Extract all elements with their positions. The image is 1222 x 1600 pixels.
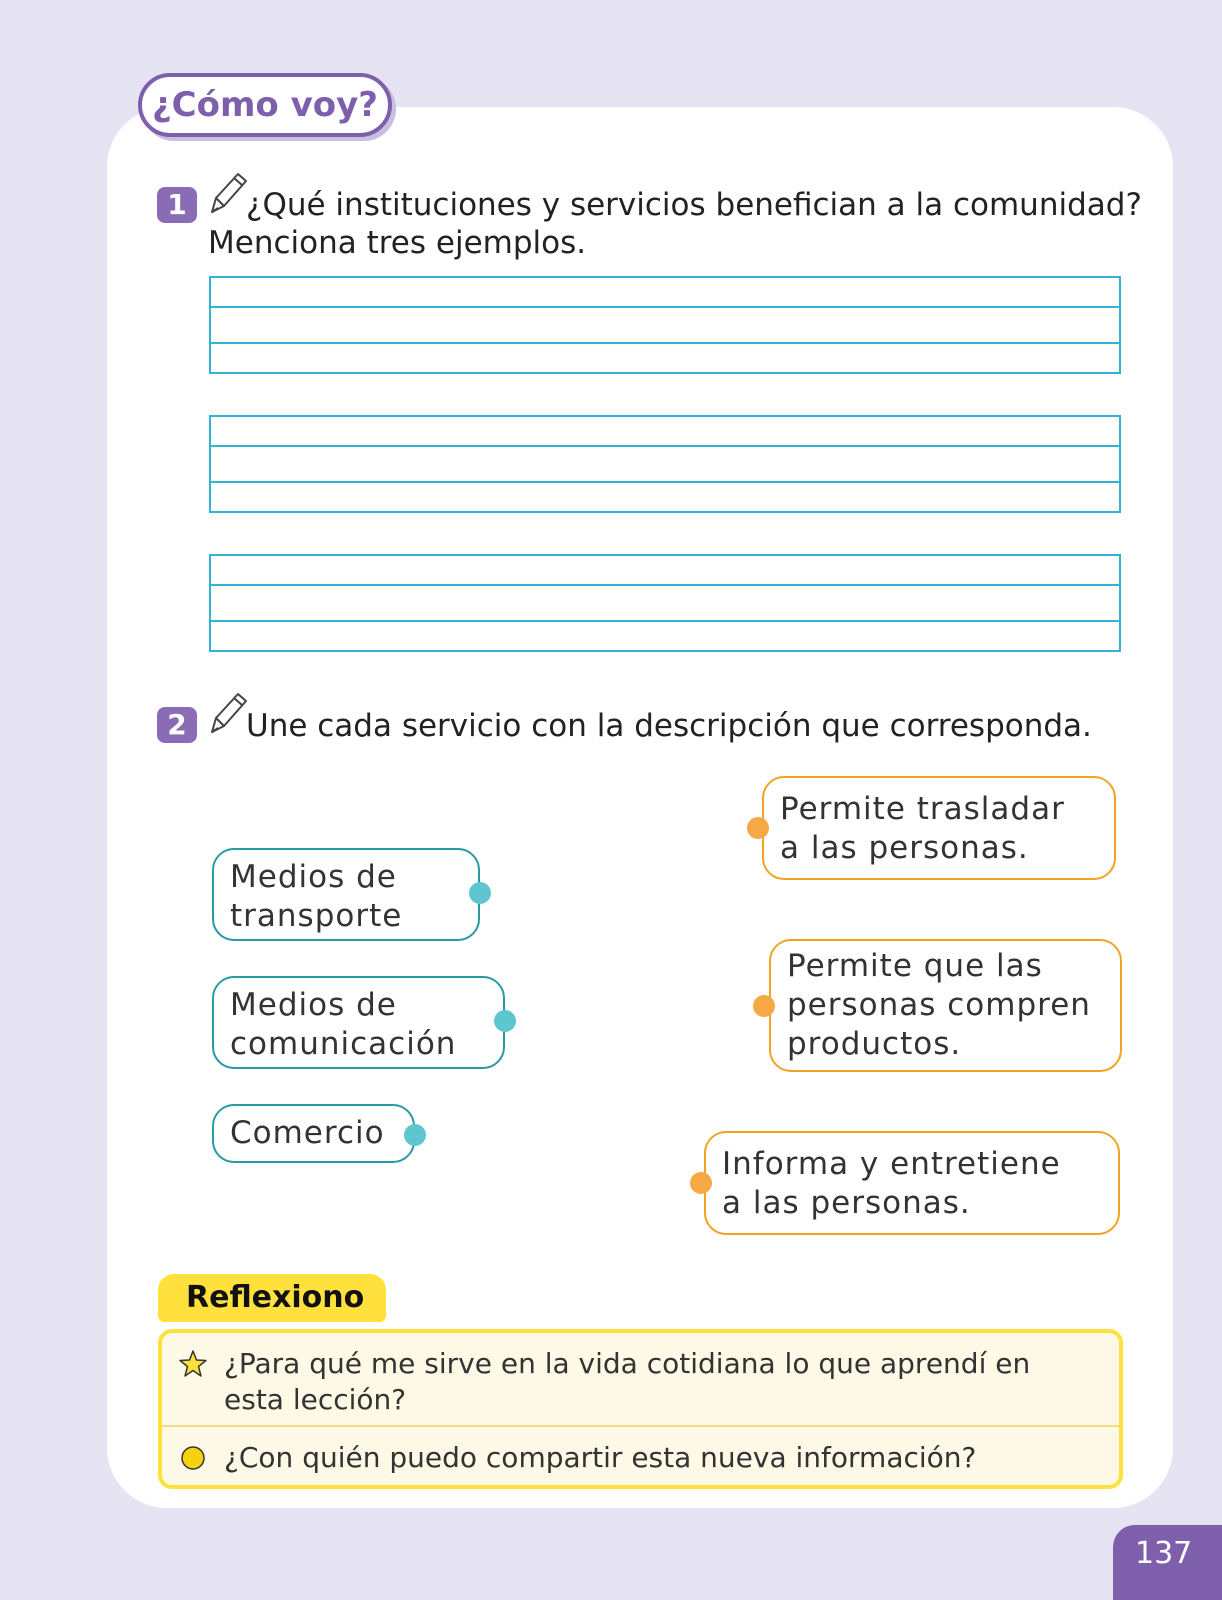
connector-dot[interactable] — [469, 882, 491, 904]
description-line2: a las personas. — [780, 830, 1029, 866]
connector-dot[interactable] — [404, 1124, 426, 1146]
description-line1: Permite trasladar — [780, 791, 1065, 827]
pencil-icon — [206, 168, 250, 218]
service-label-line2: comunicación — [230, 1026, 457, 1062]
answer-lines-3[interactable] — [209, 554, 1121, 652]
service-label-line1: Comercio — [230, 1115, 385, 1151]
description-line3: productos. — [787, 1026, 962, 1062]
question-1-text-line1: ¿Qué instituciones y servicios benefician a la comunidad? — [246, 187, 1142, 223]
pencil-icon — [206, 688, 250, 738]
answer-lines-1[interactable] — [209, 276, 1121, 374]
service-box-commerce[interactable] — [212, 1104, 415, 1163]
connector-dot[interactable] — [747, 817, 769, 839]
star-icon — [178, 1349, 208, 1379]
reflection-question-2: ¿Con quién puedo compartir esta nueva información? — [224, 1441, 977, 1474]
description-line1: Permite que las — [787, 948, 1043, 984]
service-label-line1: Medios de — [230, 987, 397, 1023]
question-2-number: 2 — [157, 707, 197, 743]
page-title: ¿Cómo voy? — [138, 73, 392, 137]
answer-lines-2[interactable] — [209, 415, 1121, 513]
reflection-title: Reflexiono — [158, 1274, 386, 1322]
question-2-text: Une cada servicio con la descripción que corresponda. — [246, 708, 1092, 744]
description-box-transport[interactable] — [762, 776, 1116, 880]
service-label-line2: transporte — [230, 898, 403, 934]
question-1-text-line2: Menciona tres ejemplos. — [208, 225, 587, 261]
description-line2: personas compren — [787, 987, 1091, 1023]
connector-dot[interactable] — [690, 1172, 712, 1194]
reflection-question-1-line2: esta lección? — [224, 1383, 407, 1416]
reflection-question-1-line1: ¿Para qué me sirve en la vida cotidiana lo que aprendí en — [224, 1347, 1031, 1380]
circle-icon — [180, 1445, 206, 1471]
service-box-communication[interactable] — [212, 976, 505, 1069]
description-line2: a las personas. — [722, 1185, 971, 1221]
service-box-transport[interactable] — [212, 848, 480, 941]
reflection-box — [158, 1329, 1123, 1489]
service-label-line1: Medios de — [230, 859, 397, 895]
connector-dot[interactable] — [494, 1010, 516, 1032]
divider — [162, 1425, 1119, 1427]
page-number: 137 — [1113, 1525, 1222, 1600]
question-1-number: 1 — [157, 187, 197, 223]
connector-dot[interactable] — [753, 995, 775, 1017]
description-box-commerce[interactable] — [769, 939, 1122, 1072]
description-line1: Informa y entretiene — [722, 1146, 1061, 1182]
description-box-communication[interactable] — [704, 1131, 1120, 1235]
